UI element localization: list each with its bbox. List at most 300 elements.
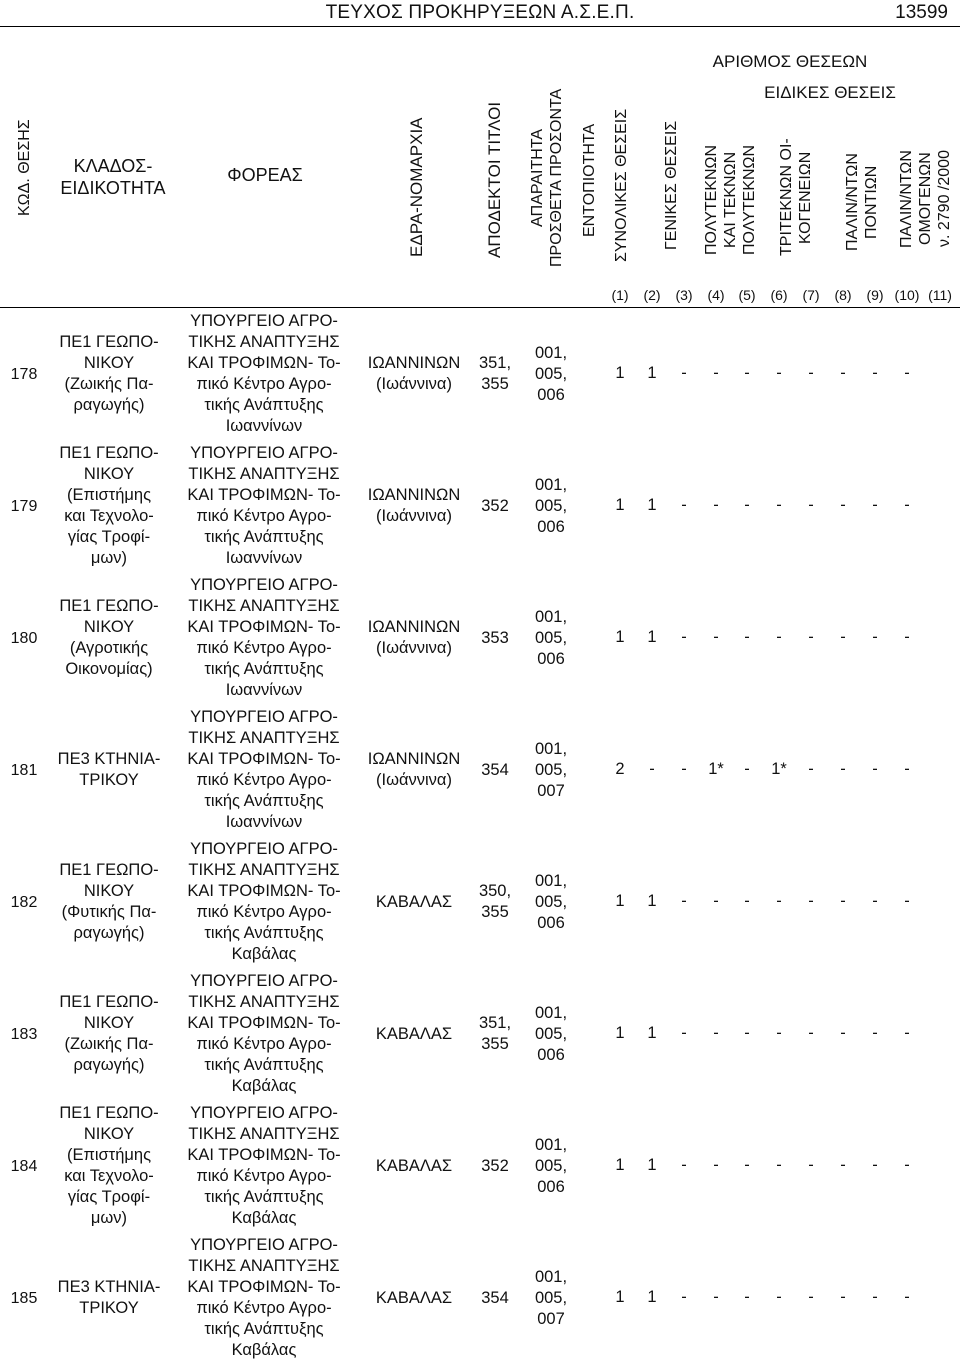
klados-cell-line: (Επιστήμης <box>66 1146 152 1164</box>
klados-cell <box>46 332 172 416</box>
foreas-cell-line: ΥΠΟΥΡΓΕΙΟ ΑΓΡΟ- <box>190 708 338 726</box>
header-code: ΚΩΔ. ΘΕΣΗΣ <box>16 119 33 217</box>
edra-cell-line: (Ιωάννινα) <box>376 771 452 789</box>
klados-cell-line: (Ζωικής Πα- <box>64 1035 154 1053</box>
foreas-cell-line: ΚΑΙ ΤΡΟΦΙΜΩΝ- Το- <box>187 750 341 768</box>
klados-cell-line: (Φυτικής Πα- <box>61 903 157 921</box>
klados-cell <box>46 443 172 569</box>
position-count: - <box>904 364 910 382</box>
position-count: - <box>744 496 750 514</box>
edra-cell <box>356 485 472 527</box>
foreas-cell-line: ΚΑΙ ΤΡΟΦΙΜΩΝ- Το- <box>187 354 341 372</box>
position-code: 179 <box>10 498 38 515</box>
foreas-cell-line: Καβάλας <box>231 945 297 963</box>
titles-cell-line: 354 <box>481 761 509 779</box>
position-count: - <box>681 1156 687 1174</box>
position-count: - <box>840 364 846 382</box>
position-count: - <box>681 760 687 778</box>
edra-cell <box>356 1156 472 1177</box>
foreas-cell <box>172 839 356 965</box>
klados-cell-line: ΤΡΙΚΟΥ <box>79 1299 139 1317</box>
foreas-cell-line: ΚΑΙ ΤΡΟΦΙΜΩΝ- Το- <box>187 486 341 504</box>
position-count: 1 <box>647 1156 657 1174</box>
foreas-cell-line: ΤΙΚΗΣ ΑΝΑΠΤΥΞΗΣ <box>188 1257 340 1275</box>
prosonta-cell-line: 006 <box>537 650 565 668</box>
position-count: 1 <box>615 1288 625 1306</box>
prosonta-cell-line: 005, <box>534 761 568 779</box>
position-count: 1 <box>647 364 657 382</box>
titles-cell <box>472 881 518 923</box>
prosonta-cell <box>518 871 584 934</box>
header-entopiotita: ΕΝΤΟΠΙΟΤΗΤΑ <box>581 123 598 237</box>
column-number: (5) <box>738 287 756 303</box>
position-count: - <box>744 760 750 778</box>
klados-cell <box>46 596 172 680</box>
position-count: 1 <box>647 496 657 514</box>
edra-cell-line: ΚΑΒΑΛΑΣ <box>375 1025 453 1043</box>
foreas-cell <box>172 575 356 701</box>
position-count: - <box>904 760 910 778</box>
foreas-cell-line: πικό Κέντρο Αγρο- <box>196 1035 332 1053</box>
titles-cell <box>472 628 518 649</box>
prosonta-cell-line: 001, <box>534 476 568 494</box>
klados-cell-line: ΠΕ1 ΓΕΩΠΟ- <box>59 1104 159 1122</box>
prosonta-cell-line: 001, <box>534 608 568 626</box>
klados-cell <box>46 992 172 1076</box>
column-number: (2) <box>643 287 661 303</box>
position-count: - <box>840 1024 846 1042</box>
klados-cell-line: ΝΙΚΟΥ <box>83 1014 135 1032</box>
foreas-cell-line: πικό Κέντρο Αγρο- <box>196 375 332 393</box>
position-count: - <box>872 496 878 514</box>
header-pontion-line1: ΠΑΛΙΝ/ΝΤΩΝ <box>844 153 861 252</box>
table-row <box>0 308 960 440</box>
foreas-cell-line: πικό Κέντρο Αγρο- <box>196 507 332 525</box>
titles-cell-line: 352 <box>481 1157 509 1175</box>
table-row <box>0 836 960 968</box>
klados-cell-line: ραγωγής) <box>73 396 145 414</box>
foreas-cell <box>172 311 356 437</box>
foreas-cell-line: πικό Κέντρο Αγρο- <box>196 771 332 789</box>
position-count: - <box>904 1156 910 1174</box>
foreas-cell-line: ΚΑΙ ΤΡΟΦΙΜΩΝ- Το- <box>187 882 341 900</box>
position-count: - <box>808 892 814 910</box>
position-count: - <box>713 1024 719 1042</box>
prosonta-cell-line: 006 <box>537 914 565 932</box>
klados-cell-line: ΝΙΚΟΥ <box>83 1125 135 1143</box>
klados-cell <box>46 1103 172 1229</box>
klados-cell-line: Οικονομίας) <box>65 660 153 678</box>
header-eidikes-theseis: ΕΙΔΙΚΕΣ ΘΕΣΕΙΣ <box>764 83 896 102</box>
table-row <box>0 572 960 704</box>
foreas-cell-line: ΤΙΚΗΣ ΑΝΑΠΤΥΞΗΣ <box>188 861 340 879</box>
position-count: - <box>904 496 910 514</box>
header-klados-text: ΚΛΑΔΟΣ- ΕΙΔΙΚΟΤΗΤΑ <box>60 156 166 198</box>
position-count: - <box>713 364 719 382</box>
foreas-cell-line: ΤΙΚΗΣ ΑΝΑΠΤΥΞΗΣ <box>188 465 340 483</box>
klados-cell-line: ΝΙΚΟΥ <box>83 618 135 636</box>
position-count: - <box>840 892 846 910</box>
edra-cell-line: ΙΩΑΝΝΙΝΩΝ <box>367 750 461 768</box>
position-count: - <box>872 760 878 778</box>
position-count: - <box>744 364 750 382</box>
prosonta-cell <box>518 1003 584 1066</box>
prosonta-cell <box>518 475 584 538</box>
prosonta-cell-line: 006 <box>537 1178 565 1196</box>
klados-cell-line: γίας Τροφί- <box>67 528 151 546</box>
foreas-cell <box>172 971 356 1097</box>
header-tritekon <box>777 115 817 280</box>
prosonta-cell <box>518 739 584 802</box>
titles-cell <box>472 353 518 395</box>
prosonta-cell-line: 005, <box>534 497 568 515</box>
page-number: 13599 <box>895 2 948 23</box>
position-count: - <box>776 364 782 382</box>
foreas-cell-line: Καβάλας <box>231 1077 297 1095</box>
titles-cell-line: 355 <box>481 1035 509 1053</box>
table-row <box>0 1232 960 1364</box>
header-omogenon-line2: ΟΜΟΓΕΝΩΝ <box>917 152 934 246</box>
column-number: (4) <box>707 287 725 303</box>
table-row <box>0 1100 960 1232</box>
position-count: - <box>872 1288 878 1306</box>
table-row <box>0 704 960 836</box>
position-count: - <box>713 892 719 910</box>
position-count: - <box>840 1288 846 1306</box>
position-count: - <box>776 1156 782 1174</box>
header-edra: ΕΔΡΑ-ΝΟΜΑΡΧΙΑ <box>407 117 426 257</box>
edra-cell-line: ΚΑΒΑΛΑΣ <box>375 1157 453 1175</box>
position-code: 181 <box>10 762 38 779</box>
position-count: - <box>744 892 750 910</box>
edra-cell <box>356 353 472 395</box>
foreas-cell-line: ΥΠΟΥΡΓΕΙΟ ΑΓΡΟ- <box>190 972 338 990</box>
foreas-cell-line: ΥΠΟΥΡΓΕΙΟ ΑΓΡΟ- <box>190 576 338 594</box>
position-count: - <box>872 1024 878 1042</box>
position-count: 1 <box>647 1024 657 1042</box>
foreas-cell-line: ΥΠΟΥΡΓΕΙΟ ΑΓΡΟ- <box>190 312 338 330</box>
header-synolikes: ΣΥΝΟΛΙΚΕΣ ΘΕΣΕΙΣ <box>613 108 630 262</box>
position-count: - <box>744 1156 750 1174</box>
column-number: (9) <box>866 287 884 303</box>
column-number: (3) <box>675 287 693 303</box>
foreas-cell-line: τικής Ανάπτυξης <box>204 1056 324 1074</box>
header-polyteknon <box>702 120 762 280</box>
klados-cell-line: ΠΕ1 ΓΕΩΠΟ- <box>59 993 159 1011</box>
position-code: 184 <box>10 1158 38 1175</box>
foreas-cell-line: τικής Ανάπτυξης <box>204 1320 324 1338</box>
column-number-row <box>600 287 960 307</box>
foreas-cell-line: ΤΙΚΗΣ ΑΝΑΠΤΥΞΗΣ <box>188 333 340 351</box>
position-count: 1 <box>615 1024 625 1042</box>
position-count: - <box>840 760 846 778</box>
foreas-cell-line: τικής Ανάπτυξης <box>204 924 324 942</box>
position-count: - <box>808 1288 814 1306</box>
position-count: - <box>681 628 687 646</box>
titles-cell <box>472 1288 518 1309</box>
edra-cell-line: ΙΩΑΝΝΙΝΩΝ <box>367 618 461 636</box>
edra-cell-line: ΙΩΑΝΝΙΝΩΝ <box>367 486 461 504</box>
header-pontion-line2: ΠΟΝΤΙΩΝ <box>863 165 880 240</box>
foreas-cell-line: Καβάλας <box>231 1341 297 1359</box>
prosonta-cell-line: 001, <box>534 872 568 890</box>
position-count: 1 <box>615 496 625 514</box>
titles-cell-line: 351, <box>478 1014 512 1032</box>
header-polyteknon-line1: ΠΟΛΥΤΕΚΝΩΝ <box>703 144 720 256</box>
edra-cell <box>356 1288 472 1309</box>
position-count: - <box>649 760 655 778</box>
prosonta-cell-line: 001, <box>534 1136 568 1154</box>
prosonta-cell-line: 001, <box>534 1268 568 1286</box>
column-number: (7) <box>802 287 820 303</box>
prosonta-cell-line: 005, <box>534 629 568 647</box>
foreas-cell-line: ΚΑΙ ΤΡΟΦΙΜΩΝ- Το- <box>187 618 341 636</box>
position-count: - <box>776 496 782 514</box>
titles-cell <box>472 1013 518 1055</box>
titles-cell-line: 352 <box>481 497 509 515</box>
header-titles: ΑΠΟΔΕΚΤΟΙ ΤΙΤΛΟΙ <box>485 101 504 259</box>
foreas-cell-line: τικής Ανάπτυξης <box>204 1188 324 1206</box>
header-polyteknon-line2: ΚΑΙ ΤΕΚΝΩΝ <box>722 151 739 249</box>
position-code: 185 <box>10 1290 38 1307</box>
foreas-cell-line: πικό Κέντρο Αγρο- <box>196 903 332 921</box>
header-genikes: ΓΕΝΙΚΕΣ ΘΕΣΕΙΣ <box>663 120 680 250</box>
position-count: - <box>904 1288 910 1306</box>
column-number: (8) <box>834 287 852 303</box>
position-count: - <box>681 1024 687 1042</box>
header-pontion <box>843 125 883 280</box>
publication-title: ΤΕΥΧΟΣ ΠΡΟΚΗΡΥΞΕΩΝ Α.Σ.Ε.Π. <box>325 2 635 23</box>
prosonta-cell-line: 005, <box>534 893 568 911</box>
foreas-cell-line: πικό Κέντρο Αγρο- <box>196 1299 332 1317</box>
position-count: 1 <box>647 892 657 910</box>
foreas-cell-line: Ιωαννίνων <box>225 417 303 435</box>
header-arithmos-theseon: ΑΡΙΘΜΟΣ ΘΕΣΕΩΝ <box>712 52 868 71</box>
foreas-cell <box>172 707 356 833</box>
prosonta-cell-line: 006 <box>537 1046 565 1064</box>
foreas-cell <box>172 443 356 569</box>
header-omogenon-line1: ΠΑΛΙΝ/ΝΤΩΝ <box>898 150 915 248</box>
edra-cell-line: (Ιωάννινα) <box>376 375 452 393</box>
titles-cell <box>472 1156 518 1177</box>
foreas-cell-line: ΚΑΙ ΤΡΟΦΙΜΩΝ- Το- <box>187 1014 341 1032</box>
klados-cell-line: (Αγροτικής <box>69 639 149 657</box>
foreas-cell-line: ΥΠΟΥΡΓΕΙΟ ΑΓΡΟ- <box>190 1104 338 1122</box>
position-count: 1* <box>708 760 724 778</box>
klados-cell-line: μων) <box>90 1209 128 1227</box>
prosonta-cell-line: 001, <box>534 344 568 362</box>
position-count: - <box>872 628 878 646</box>
klados-cell-line: ΠΕ1 ΓΕΩΠΟ- <box>59 597 159 615</box>
position-count: - <box>872 364 878 382</box>
position-code: 182 <box>10 894 38 911</box>
foreas-cell-line: ΤΙΚΗΣ ΑΝΑΠΤΥΞΗΣ <box>188 729 340 747</box>
position-code: 183 <box>10 1026 38 1043</box>
position-count: - <box>904 1024 910 1042</box>
klados-cell-line: ΠΕ1 ΓΕΩΠΟ- <box>59 861 159 879</box>
klados-cell-line: (Ζωικής Πα- <box>64 375 154 393</box>
prosonta-cell-line: 006 <box>537 518 565 536</box>
klados-cell-line: ΝΙΚΟΥ <box>83 882 135 900</box>
prosonta-cell-line: 005, <box>534 1025 568 1043</box>
titles-cell-line: 353 <box>481 629 509 647</box>
column-number: (10) <box>894 287 920 303</box>
edra-cell-line: ΙΩΑΝΝΙΝΩΝ <box>367 354 461 372</box>
table-row <box>0 440 960 572</box>
foreas-cell-line: πικό Κέντρο Αγρο- <box>196 639 332 657</box>
edra-cell <box>356 617 472 659</box>
foreas-cell-line: ΚΑΙ ΤΡΟΦΙΜΩΝ- Το- <box>187 1278 341 1296</box>
edra-cell-line: (Ιωάννινα) <box>376 639 452 657</box>
position-count: - <box>713 1288 719 1306</box>
foreas-cell-line: Ιωαννίνων <box>225 813 303 831</box>
page-header <box>0 0 960 26</box>
position-count: - <box>681 892 687 910</box>
header-prosonta-line2: ΠΡΟΣΘΕΤΑ ΠΡΟΣΟΝΤΑ <box>548 88 565 268</box>
klados-cell-line: ραγωγής) <box>73 924 145 942</box>
edra-cell <box>356 1024 472 1045</box>
klados-cell-line: ΤΡΙΚΟΥ <box>79 771 139 789</box>
foreas-cell-line: τικής Ανάπτυξης <box>204 396 324 414</box>
position-count: 1 <box>647 1288 657 1306</box>
position-count: - <box>776 1288 782 1306</box>
position-count: - <box>808 1024 814 1042</box>
position-count: - <box>840 496 846 514</box>
prosonta-cell-line: 006 <box>537 386 565 404</box>
position-count: 1 <box>615 1156 625 1174</box>
klados-cell <box>46 1277 172 1319</box>
header-tritekon-line1: ΤΡΙΤΕΚΝΩΝ ΟΙ- <box>778 138 795 257</box>
foreas-cell-line: ΥΠΟΥΡΓΕΙΟ ΑΓΡΟ- <box>190 840 338 858</box>
klados-cell <box>46 860 172 944</box>
position-count: - <box>713 628 719 646</box>
header-polyteknon-line3: ΠΟΛΥΤΕΚΝΩΝ <box>741 144 758 256</box>
prosonta-cell-line: 005, <box>534 365 568 383</box>
foreas-cell <box>172 1235 356 1361</box>
column-number: (11) <box>928 287 952 303</box>
prosonta-cell <box>518 1135 584 1198</box>
position-count: - <box>904 892 910 910</box>
position-count: - <box>776 628 782 646</box>
foreas-cell-line: ΤΙΚΗΣ ΑΝΑΠΤΥΞΗΣ <box>188 1125 340 1143</box>
foreas-cell-line: ΚΑΙ ΤΡΟΦΙΜΩΝ- Το- <box>187 1146 341 1164</box>
prosonta-cell <box>518 1267 584 1330</box>
prosonta-cell <box>518 343 584 406</box>
klados-cell-line: ΠΕ1 ΓΕΩΠΟ- <box>59 333 159 351</box>
table-row <box>0 968 960 1100</box>
prosonta-cell-line: 001, <box>534 740 568 758</box>
klados-cell-line: μων) <box>90 549 128 567</box>
header-omogenon-line3: ν. 2790 /2000 <box>936 150 953 248</box>
klados-cell-line: γίας Τροφί- <box>67 1188 151 1206</box>
klados-cell-line: και Τεχνολο- <box>64 507 154 525</box>
position-count: - <box>904 628 910 646</box>
foreas-cell-line: ΥΠΟΥΡΓΕΙΟ ΑΓΡΟ- <box>190 1236 338 1254</box>
header-tritekon-line2: ΚΟΓΕΝΕΙΩΝ <box>797 151 814 244</box>
position-count: 1 <box>615 628 625 646</box>
position-count: - <box>808 628 814 646</box>
foreas-cell-line: ΥΠΟΥΡΓΕΙΟ ΑΓΡΟ- <box>190 444 338 462</box>
position-count: 1 <box>615 892 625 910</box>
foreas-cell-line: τικής Ανάπτυξης <box>204 660 324 678</box>
position-count: - <box>840 628 846 646</box>
prosonta-cell-line: 001, <box>534 1004 568 1022</box>
position-count: - <box>681 1288 687 1306</box>
position-count: 2 <box>615 760 625 778</box>
prosonta-cell-line: 005, <box>534 1157 568 1175</box>
header-omogenon <box>897 118 957 280</box>
foreas-cell-line: πικό Κέντρο Αγρο- <box>196 1167 332 1185</box>
foreas-cell-line: ΤΙΚΗΣ ΑΝΑΠΤΥΞΗΣ <box>188 993 340 1011</box>
position-count: - <box>681 496 687 514</box>
foreas-cell-line: τικής Ανάπτυξης <box>204 528 324 546</box>
foreas-cell-line: Ιωαννίνων <box>225 549 303 567</box>
titles-cell-line: 354 <box>481 1289 509 1307</box>
position-count: - <box>840 1156 846 1174</box>
foreas-cell-line: ΤΙΚΗΣ ΑΝΑΠΤΥΞΗΣ <box>188 597 340 615</box>
column-number: (6) <box>770 287 788 303</box>
position-count: - <box>744 1024 750 1042</box>
edra-cell <box>356 749 472 791</box>
position-count: - <box>744 628 750 646</box>
klados-cell-line: ΠΕ3 ΚΤΗΝΙΑ- <box>57 1278 161 1296</box>
column-number: (1) <box>611 287 629 303</box>
foreas-cell-line: τικής Ανάπτυξης <box>204 792 324 810</box>
position-count: 1 <box>647 628 657 646</box>
klados-cell-line: ΠΕ3 ΚΤΗΝΙΑ- <box>57 750 161 768</box>
klados-cell-line: ΝΙΚΟΥ <box>83 465 135 483</box>
position-count: - <box>808 364 814 382</box>
header-klados <box>52 155 174 199</box>
titles-cell-line: 351, <box>478 354 512 372</box>
position-count: - <box>808 496 814 514</box>
position-count: - <box>808 1156 814 1174</box>
klados-cell-line: ΠΕ1 ΓΕΩΠΟ- <box>59 444 159 462</box>
prosonta-cell-line: 007 <box>537 782 565 800</box>
position-count: - <box>872 1156 878 1174</box>
foreas-cell <box>172 1103 356 1229</box>
position-count: - <box>776 892 782 910</box>
position-count: - <box>744 1288 750 1306</box>
edra-cell-line: ΚΑΒΑΛΑΣ <box>375 1289 453 1307</box>
position-count: 1 <box>615 364 625 382</box>
position-count: - <box>681 364 687 382</box>
klados-cell-line: ραγωγής) <box>73 1056 145 1074</box>
titles-cell <box>472 760 518 781</box>
position-count: - <box>808 760 814 778</box>
titles-cell-line: 350, <box>478 882 512 900</box>
klados-cell <box>46 749 172 791</box>
titles-cell <box>472 496 518 517</box>
position-count: - <box>713 496 719 514</box>
edra-cell-line: (Ιωάννινα) <box>376 507 452 525</box>
position-count: 1* <box>771 760 787 778</box>
titles-cell-line: 355 <box>481 375 509 393</box>
header-prosonta <box>528 68 570 288</box>
foreas-cell-line: Καβάλας <box>231 1209 297 1227</box>
edra-cell-line: ΚΑΒΑΛΑΣ <box>375 893 453 911</box>
position-count: - <box>776 1024 782 1042</box>
header-top-rule <box>0 26 960 27</box>
prosonta-cell-line: 007 <box>537 1310 565 1328</box>
position-count: - <box>713 1156 719 1174</box>
header-foreas: ΦΟΡΕΑΣ <box>227 165 303 185</box>
klados-cell-line: ΝΙΚΟΥ <box>83 354 135 372</box>
position-code: 180 <box>10 630 38 647</box>
prosonta-cell <box>518 607 584 670</box>
foreas-cell-line: Ιωαννίνων <box>225 681 303 699</box>
titles-cell-line: 355 <box>481 903 509 921</box>
